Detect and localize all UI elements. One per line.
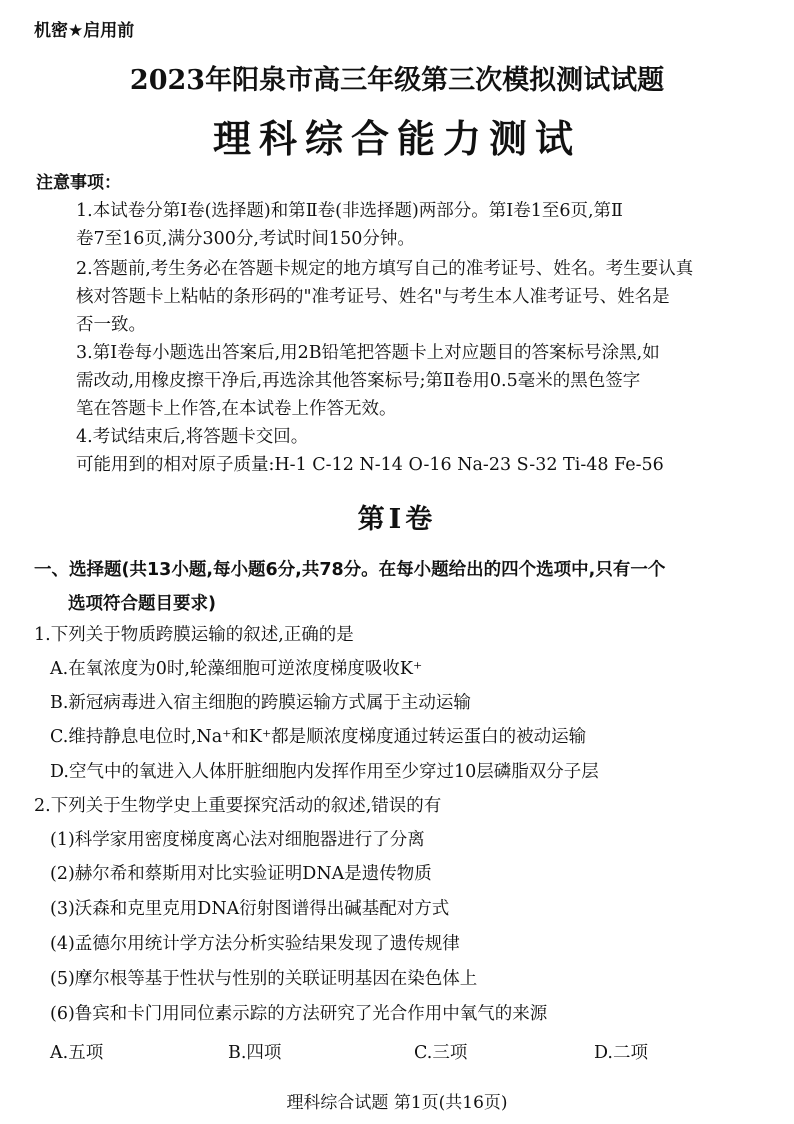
section-heading: 一、选择题(共13小题,每小题6分,共78分。在每小题给出的四个选项中,只有一个 xyxy=(34,560,666,580)
question-2-item: (5)摩尔根等基于性状与性别的关联证明基因在染色体上 xyxy=(50,969,478,989)
confidential-label: 机密★启用前 xyxy=(34,21,135,41)
question-1-stem: 1.下列关于物质跨膜运输的叙述,正确的是 xyxy=(34,625,354,645)
question-2-option-d: D.二项 xyxy=(594,1043,648,1063)
notice-line: 4.考试结束后,将答题卡交回。 xyxy=(76,427,309,447)
atomic-mass-line: 可能用到的相对原子质量:H-1 C-12 N-14 O-16 Na-23 S-32 Ti-48 Fe-56 xyxy=(76,455,664,475)
question-1-option-a: A.在氧浓度为0时,轮藻细胞可逆浓度梯度吸收K⁺ xyxy=(50,659,423,679)
notice-heading: 注意事项： xyxy=(36,173,121,193)
question-2-stem: 2.下列关于生物学史上重要探究活动的叙述,错误的有 xyxy=(34,796,442,816)
question-1-option-c: C.维持静息电位时,Na⁺和K⁺都是顺浓度梯度通过转运蛋白的被动运输 xyxy=(50,727,587,747)
page-footer: 理科综合试题 第1页(共16页) xyxy=(286,1093,508,1113)
notice-line: 需改动,用橡皮擦干净后,再选涂其他答案标号;第Ⅱ卷用0.5毫米的黑色签字 xyxy=(76,371,641,391)
notice-line: 2.答题前,考生务必在答题卡规定的地方填写自己的准考证号、姓名。考生要认真 xyxy=(76,259,694,279)
exam-title: 2023年阳泉市高三年级第三次模拟测试试题 xyxy=(129,65,665,96)
notice-line: 1.本试卷分第Ⅰ卷(选择题)和第Ⅱ卷(非选择题)两部分。第Ⅰ卷1至6页,第Ⅱ xyxy=(76,201,623,221)
section-heading-cont: 选项符合题目要求) xyxy=(68,594,216,614)
question-2-item: (6)鲁宾和卡门用同位素示踪的方法研究了光合作用中氧气的来源 xyxy=(50,1004,548,1024)
question-2-option-a: A.五项 xyxy=(50,1043,104,1063)
question-1-option-d: D.空气中的氧进入人体肝脏细胞内发挥作用至少穿过10层磷脂双分子层 xyxy=(50,762,599,782)
question-2-item: (3)沃森和克里克用DNA衍射图谱得出碱基配对方式 xyxy=(50,899,450,919)
notice-line: 核对答题卡上粘帖的条形码的"准考证号、姓名"与考生本人准考证号、姓名是 xyxy=(76,287,670,307)
question-2-option-b: B.四项 xyxy=(228,1043,282,1063)
notice-line: 卷7至16页,满分300分,考试时间150分钟。 xyxy=(76,229,415,249)
notice-line: 笔在答题卡上作答,在本试卷上作答无效。 xyxy=(76,399,397,419)
question-2-item: (4)孟德尔用统计学方法分析实验结果发现了遗传规律 xyxy=(50,934,460,954)
question-2-option-c: C.三项 xyxy=(414,1043,468,1063)
volume-heading: 第Ⅰ卷 xyxy=(357,504,437,535)
notice-line: 否一致。 xyxy=(76,315,146,335)
question-2-item: (2)赫尔希和蔡斯用对比实验证明DNA是遗传物质 xyxy=(50,864,432,884)
question-2-item: (1)科学家用密度梯度离心法对细胞器进行了分离 xyxy=(50,830,425,850)
exam-subject-title: 理科综合能力测试 xyxy=(212,116,581,161)
notice-line: 3.第Ⅰ卷每小题选出答案后,用2B铅笔把答题卡上对应题目的答案标号涂黑,如 xyxy=(76,343,660,363)
question-1-option-b: B.新冠病毒进入宿主细胞的跨膜运输方式属于主动运输 xyxy=(50,693,471,713)
